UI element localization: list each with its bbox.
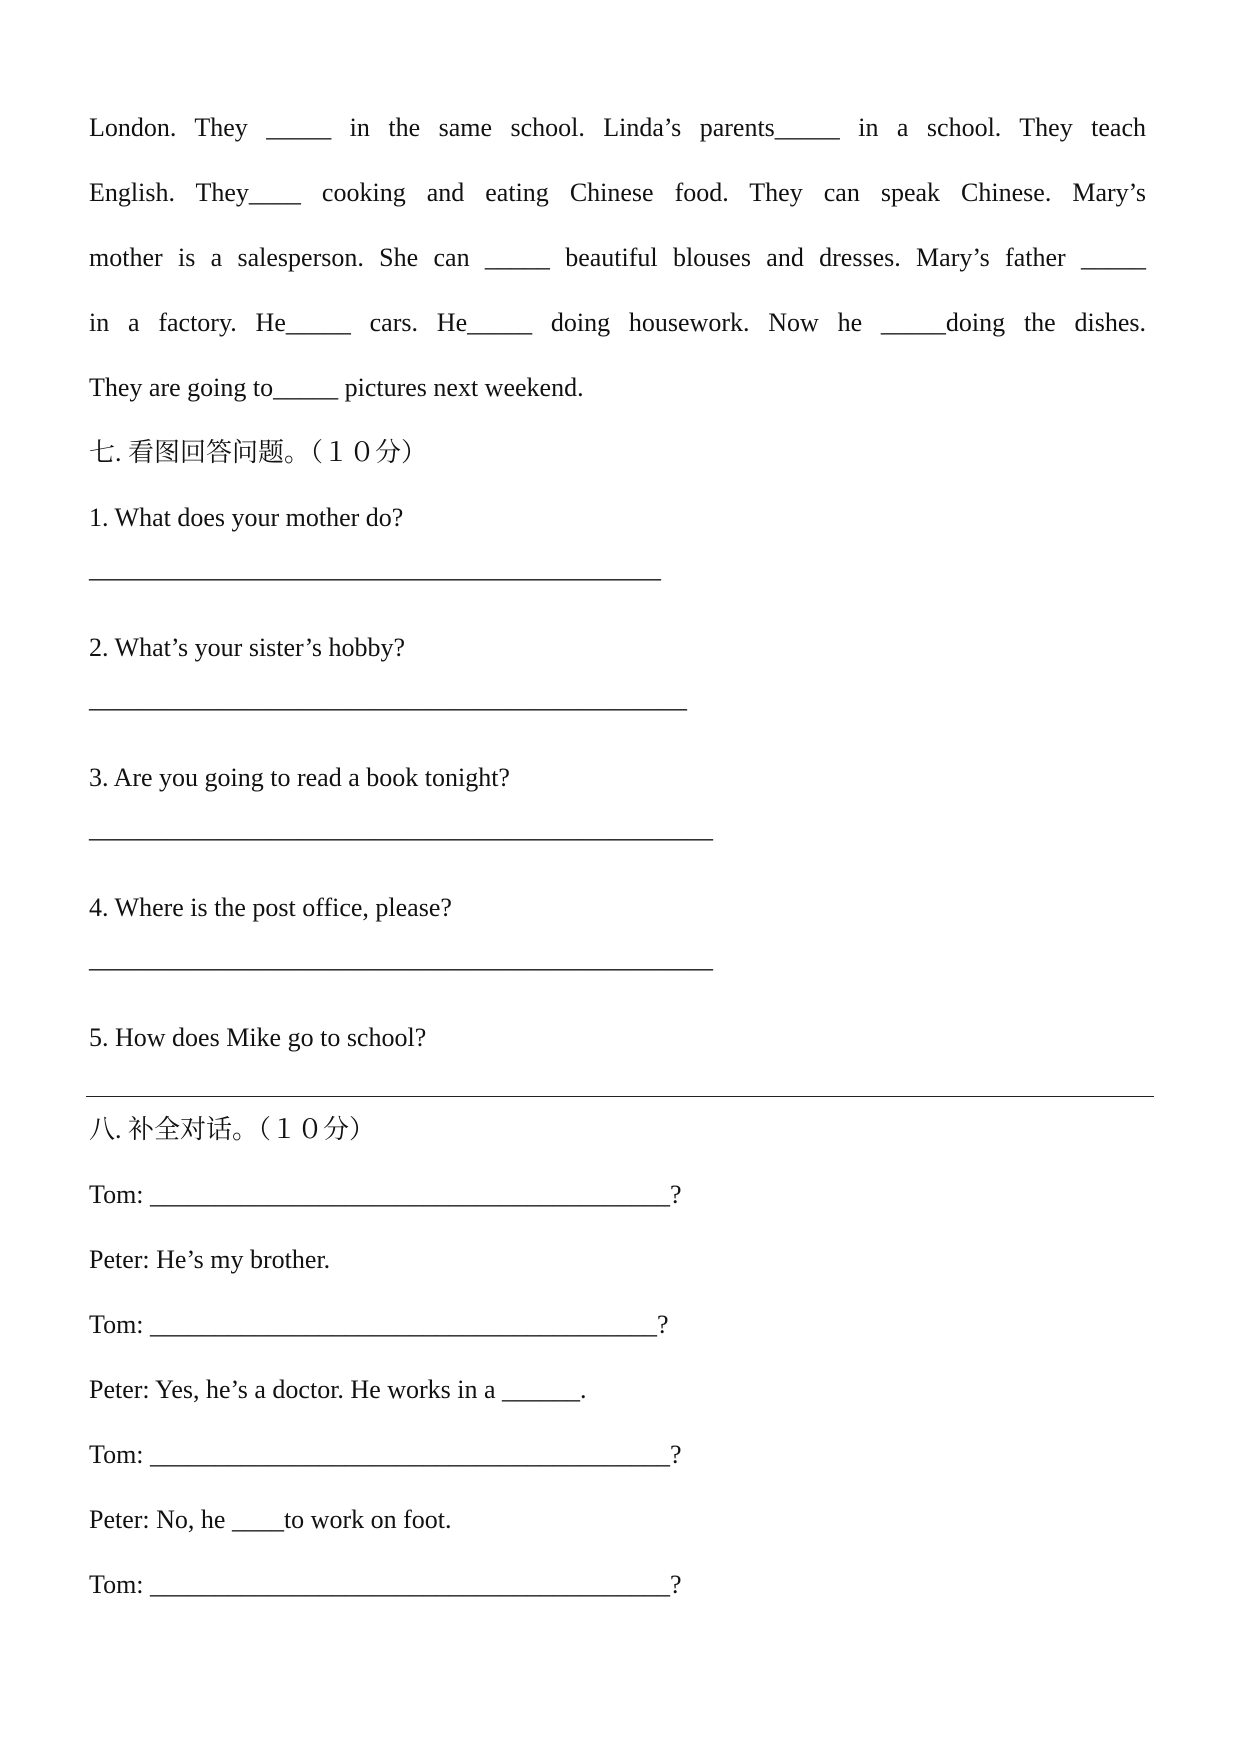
- section7-heading: 七. 看图回答问题。（１０分）: [89, 438, 428, 467]
- question-4: 4. Where is the post office, please?: [89, 893, 452, 922]
- answer-line-4: ————————————————————————: [89, 953, 713, 982]
- dialogue-line-tom-3: Tom: ________________________________________?: [89, 1440, 682, 1469]
- dialogue-line-tom-4: Tom: ________________________________________?: [89, 1570, 682, 1599]
- dialogue-line-tom-1: Tom: ________________________________________?: [89, 1180, 682, 1209]
- question-1: 1. What does your mother do?: [89, 503, 404, 532]
- dialogue-line-peter-1: Peter: He’s my brother.: [89, 1245, 331, 1274]
- question-3: 3. Are you going to read a book tonight?: [89, 763, 510, 792]
- dialogue-line-peter-2: Peter: Yes, he’s a doctor. He works in a ______.: [89, 1375, 587, 1404]
- passage-line: mother is a salesperson. She can _____ beautiful blouses and dresses. Mary’s father _____: [89, 243, 1146, 272]
- answer-line-2: ———————————————————————: [89, 693, 687, 722]
- passage-line: in a factory. He_____ cars. He_____ doing housework. Now he _____doing the dishes.: [89, 308, 1146, 337]
- dialogue-line-peter-3: Peter: No, he ____to work on foot.: [89, 1505, 452, 1534]
- dialogue-line-tom-2: Tom: _______________________________________?: [89, 1310, 669, 1339]
- passage-line: English. They____ cooking and eating Chinese food. They can speak Chinese. Mary’s: [89, 178, 1146, 207]
- passage-line: They are going to_____ pictures next weekend.: [89, 373, 584, 402]
- question-2: 2. What’s your sister’s hobby?: [89, 633, 406, 662]
- answer-line-3: ————————————————————————: [89, 823, 713, 852]
- answer-line-1: ——————————————————————: [89, 563, 661, 592]
- section8-heading: 八. 补全对话。（１０分）: [89, 1115, 376, 1144]
- question-5: 5. How does Mike go to school?: [89, 1023, 427, 1052]
- answer-rule-5: [86, 1096, 1154, 1097]
- passage-line: London. They _____ in the same school. Linda’s parents_____ in a school. They teach: [89, 113, 1146, 142]
